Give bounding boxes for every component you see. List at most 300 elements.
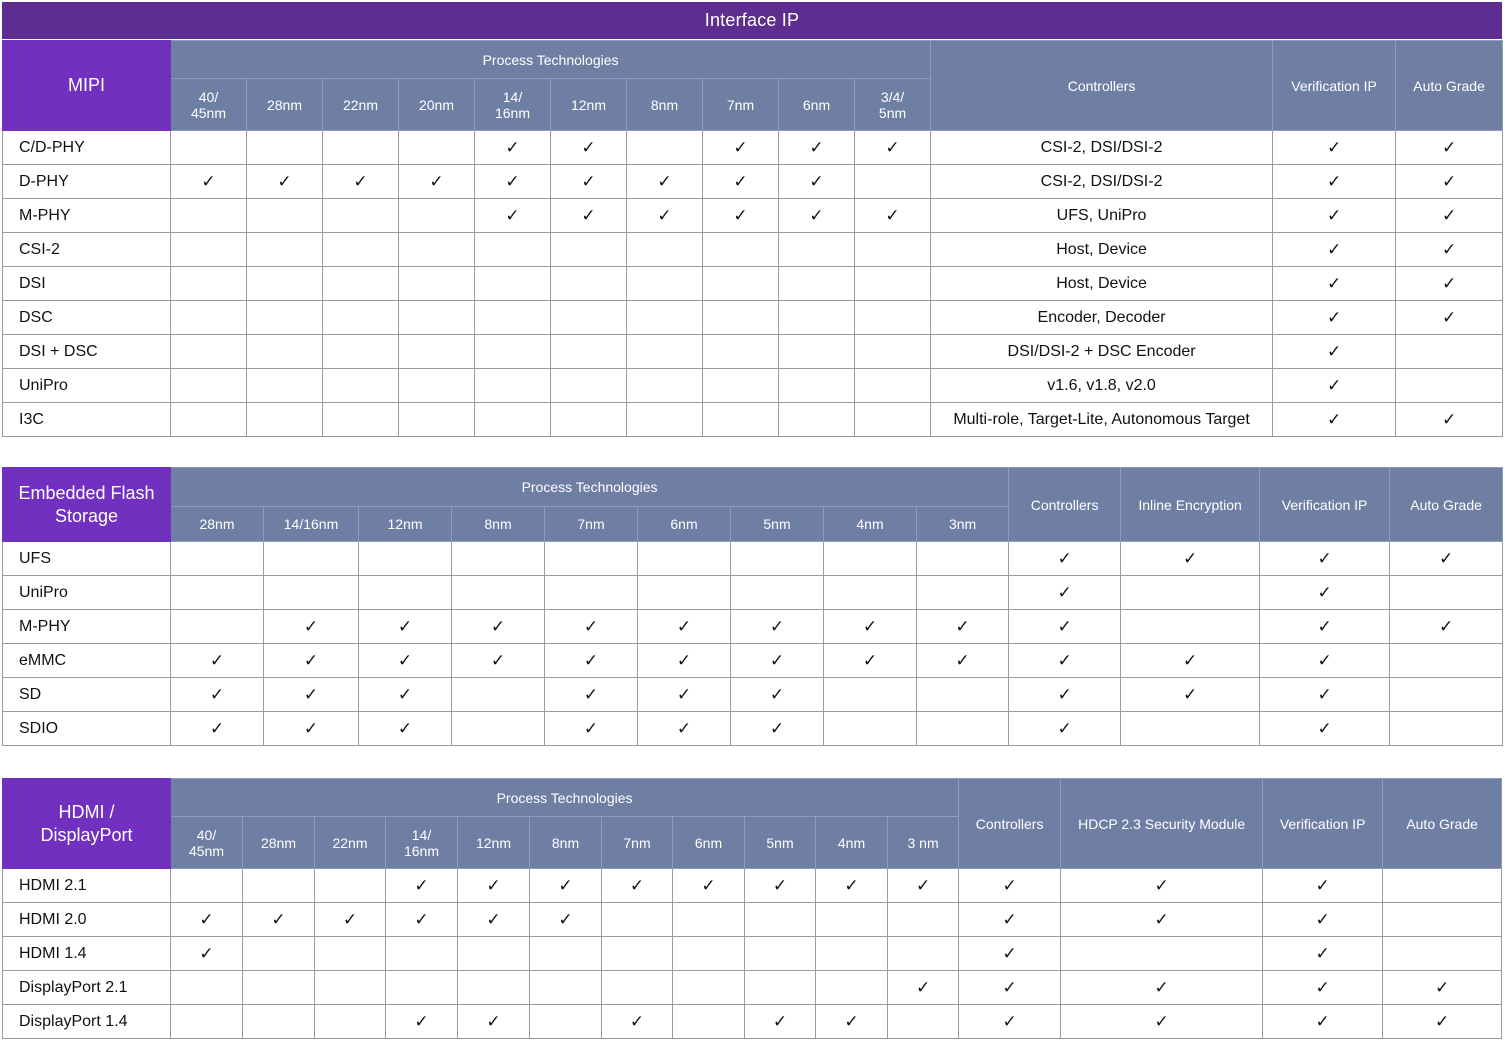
check-icon: ✓ <box>530 903 602 937</box>
mipi-header-auto-grade: Auto Grade <box>1396 41 1503 131</box>
mipi-controllers-cell: UFS, UniPro <box>931 199 1273 233</box>
empty-cell <box>323 267 399 301</box>
empty-cell <box>1396 369 1503 403</box>
empty-cell <box>171 971 243 1005</box>
check-icon: ✓ <box>359 610 452 644</box>
mipi-node-header: 6nm <box>779 79 855 131</box>
flash-row-label: SDIO <box>3 712 171 746</box>
check-icon: ✓ <box>530 869 602 903</box>
check-icon: ✓ <box>959 937 1061 971</box>
mipi-node-header: 20nm <box>399 79 475 131</box>
mipi-header-controllers: Controllers <box>931 41 1273 131</box>
mipi-row-label: CSI-2 <box>3 233 171 267</box>
empty-cell <box>545 542 638 576</box>
empty-cell <box>627 335 703 369</box>
page-title-banner <box>2 2 1502 39</box>
empty-cell <box>247 403 323 437</box>
flash-node-header: 7nm <box>545 507 638 542</box>
empty-cell <box>917 542 1009 576</box>
flash-header-row <box>3 468 1503 507</box>
check-icon: ✓ <box>1396 131 1503 165</box>
empty-cell <box>264 576 359 610</box>
mipi-node-header: 7nm <box>703 79 779 131</box>
flash-node-header: 5nm <box>731 507 824 542</box>
flash-node-header: 12nm <box>359 507 452 542</box>
flash-row-label: UniPro <box>3 576 171 610</box>
check-icon: ✓ <box>1273 301 1396 335</box>
flash-table-row <box>3 576 1503 610</box>
mipi-row-label: UniPro <box>3 369 171 403</box>
check-icon: ✓ <box>1121 678 1260 712</box>
empty-cell <box>1383 869 1502 903</box>
check-icon: ✓ <box>638 678 731 712</box>
empty-cell <box>779 301 855 335</box>
empty-cell <box>888 1005 959 1039</box>
check-icon: ✓ <box>545 644 638 678</box>
check-icon: ✓ <box>1260 542 1390 576</box>
empty-cell <box>703 267 779 301</box>
check-icon: ✓ <box>386 903 458 937</box>
flash-row-label: UFS <box>3 542 171 576</box>
check-icon: ✓ <box>959 971 1061 1005</box>
empty-cell <box>1383 903 1502 937</box>
empty-cell <box>171 131 247 165</box>
empty-cell <box>171 233 247 267</box>
check-icon: ✓ <box>171 644 264 678</box>
check-icon: ✓ <box>399 165 475 199</box>
empty-cell <box>816 971 888 1005</box>
empty-cell <box>452 712 545 746</box>
empty-cell <box>475 233 551 267</box>
flash-table-row <box>3 644 1503 678</box>
mipi-table-row <box>3 369 1503 403</box>
mipi-node-header: 28nm <box>247 79 323 131</box>
empty-cell <box>323 301 399 335</box>
empty-cell <box>1396 335 1503 369</box>
empty-cell <box>171 199 247 233</box>
flash-table-row <box>3 610 1503 644</box>
mipi-group-label: MIPI <box>3 41 171 131</box>
empty-cell <box>824 576 917 610</box>
empty-cell <box>703 369 779 403</box>
check-icon: ✓ <box>264 712 359 746</box>
empty-cell <box>243 937 315 971</box>
empty-cell <box>530 1005 602 1039</box>
empty-cell <box>816 903 888 937</box>
check-icon: ✓ <box>1009 576 1121 610</box>
mipi-row-label: DSC <box>3 301 171 335</box>
mipi-row-label: DSI <box>3 267 171 301</box>
hdmi-table-row <box>3 869 1502 903</box>
empty-cell <box>602 971 673 1005</box>
check-icon: ✓ <box>551 165 627 199</box>
empty-cell <box>551 335 627 369</box>
check-icon: ✓ <box>475 131 551 165</box>
check-icon: ✓ <box>1009 712 1121 746</box>
mipi-node-header: 22nm <box>323 79 399 131</box>
check-icon: ✓ <box>323 165 399 199</box>
empty-cell <box>779 267 855 301</box>
empty-cell <box>627 369 703 403</box>
hdmi-row-label: HDMI 2.0 <box>3 903 171 937</box>
mipi-node-header: 14/ 16nm <box>475 79 551 131</box>
empty-cell <box>703 403 779 437</box>
empty-cell <box>399 199 475 233</box>
flash-header-controllers: Controllers <box>1009 468 1121 542</box>
empty-cell <box>247 335 323 369</box>
mipi-header-row <box>3 41 1503 79</box>
check-icon: ✓ <box>264 678 359 712</box>
hdmi-header-hdcp-2-3-security-module: HDCP 2.3 Security Module <box>1061 779 1263 869</box>
check-icon: ✓ <box>745 869 816 903</box>
hdmi-header-auto-grade: Auto Grade <box>1383 779 1502 869</box>
check-icon: ✓ <box>638 644 731 678</box>
check-icon: ✓ <box>1273 233 1396 267</box>
check-icon: ✓ <box>1263 971 1383 1005</box>
empty-cell <box>888 937 959 971</box>
flash-table-row <box>3 542 1503 576</box>
empty-cell <box>602 937 673 971</box>
check-icon: ✓ <box>171 165 247 199</box>
empty-cell <box>323 233 399 267</box>
hdmi-table-row <box>3 937 1502 971</box>
check-icon: ✓ <box>1396 403 1503 437</box>
empty-cell <box>824 712 917 746</box>
hdmi-header-controllers: Controllers <box>959 779 1061 869</box>
empty-cell <box>386 971 458 1005</box>
check-icon: ✓ <box>703 199 779 233</box>
empty-cell <box>530 937 602 971</box>
empty-cell <box>399 267 475 301</box>
empty-cell <box>779 233 855 267</box>
flash-table-row <box>3 678 1503 712</box>
empty-cell <box>323 403 399 437</box>
check-icon: ✓ <box>1263 869 1383 903</box>
empty-cell <box>1390 678 1503 712</box>
check-icon: ✓ <box>888 869 959 903</box>
empty-cell <box>745 937 816 971</box>
check-icon: ✓ <box>475 199 551 233</box>
check-icon: ✓ <box>1396 165 1503 199</box>
empty-cell <box>779 369 855 403</box>
hdmi-node-header: 28nm <box>243 817 315 869</box>
check-icon: ✓ <box>264 610 359 644</box>
hdmi-table-row <box>3 903 1502 937</box>
empty-cell <box>171 610 264 644</box>
empty-cell <box>399 335 475 369</box>
check-icon: ✓ <box>824 610 917 644</box>
mipi-node-header: 8nm <box>627 79 703 131</box>
flash-node-header: 8nm <box>452 507 545 542</box>
empty-cell <box>779 403 855 437</box>
check-icon: ✓ <box>386 869 458 903</box>
empty-cell <box>1121 712 1260 746</box>
check-icon: ✓ <box>731 678 824 712</box>
check-icon: ✓ <box>1273 369 1396 403</box>
empty-cell <box>855 233 931 267</box>
mipi-table-row <box>3 165 1503 199</box>
empty-cell <box>243 1005 315 1039</box>
hdmi-table-row <box>3 971 1502 1005</box>
check-icon: ✓ <box>545 678 638 712</box>
mipi-controllers-cell: CSI-2, DSI/DSI-2 <box>931 165 1273 199</box>
flash-header-inline-encryption: Inline Encryption <box>1121 468 1260 542</box>
empty-cell <box>1390 712 1503 746</box>
empty-cell <box>703 233 779 267</box>
hdmi-group-label: HDMI / DisplayPort <box>3 779 171 869</box>
empty-cell <box>530 971 602 1005</box>
empty-cell <box>171 576 264 610</box>
check-icon: ✓ <box>959 903 1061 937</box>
check-icon: ✓ <box>1396 301 1503 335</box>
mipi-row-label: D-PHY <box>3 165 171 199</box>
empty-cell <box>475 369 551 403</box>
empty-cell <box>673 937 745 971</box>
empty-cell <box>1061 937 1263 971</box>
empty-cell <box>551 403 627 437</box>
flash-header-auto-grade: Auto Grade <box>1390 468 1503 542</box>
check-icon: ✓ <box>602 869 673 903</box>
check-icon: ✓ <box>1273 165 1396 199</box>
empty-cell <box>171 369 247 403</box>
check-icon: ✓ <box>627 199 703 233</box>
mipi-controllers-cell: Host, Device <box>931 233 1273 267</box>
mipi-controllers-cell: v1.6, v1.8, v2.0 <box>931 369 1273 403</box>
check-icon: ✓ <box>638 610 731 644</box>
check-icon: ✓ <box>779 199 855 233</box>
check-icon: ✓ <box>1260 678 1390 712</box>
empty-cell <box>855 267 931 301</box>
empty-cell <box>399 403 475 437</box>
empty-cell <box>475 301 551 335</box>
check-icon: ✓ <box>171 937 243 971</box>
hdmi-node-header: 3 nm <box>888 817 959 869</box>
check-icon: ✓ <box>703 131 779 165</box>
empty-cell <box>171 1005 243 1039</box>
check-icon: ✓ <box>731 644 824 678</box>
empty-cell <box>171 335 247 369</box>
empty-cell <box>359 542 452 576</box>
check-icon: ✓ <box>1263 937 1383 971</box>
check-icon: ✓ <box>1061 903 1263 937</box>
empty-cell <box>816 937 888 971</box>
check-icon: ✓ <box>1383 1005 1502 1039</box>
check-icon: ✓ <box>1273 335 1396 369</box>
empty-cell <box>638 542 731 576</box>
check-icon: ✓ <box>386 1005 458 1039</box>
check-icon: ✓ <box>855 199 931 233</box>
empty-cell <box>399 369 475 403</box>
hdmi-process-technologies-header: Process Technologies <box>171 779 959 817</box>
empty-cell <box>1121 576 1260 610</box>
empty-cell <box>1383 937 1502 971</box>
check-icon: ✓ <box>917 610 1009 644</box>
check-icon: ✓ <box>171 903 243 937</box>
check-icon: ✓ <box>1009 542 1121 576</box>
flash-row-label: M-PHY <box>3 610 171 644</box>
mipi-controllers-cell: Encoder, Decoder <box>931 301 1273 335</box>
mipi-row-label: DSI + DSC <box>3 335 171 369</box>
empty-cell <box>359 576 452 610</box>
hdmi-node-header: 12nm <box>458 817 530 869</box>
empty-cell <box>855 335 931 369</box>
check-icon: ✓ <box>627 165 703 199</box>
empty-cell <box>264 542 359 576</box>
empty-cell <box>452 576 545 610</box>
flash-node-header: 4nm <box>824 507 917 542</box>
flash-table-row <box>3 712 1503 746</box>
hdmi-table-row <box>3 1005 1502 1039</box>
check-icon: ✓ <box>1260 644 1390 678</box>
empty-cell <box>315 869 386 903</box>
empty-cell <box>1121 610 1260 644</box>
check-icon: ✓ <box>171 712 264 746</box>
empty-cell <box>745 971 816 1005</box>
empty-cell <box>627 267 703 301</box>
check-icon: ✓ <box>602 1005 673 1039</box>
check-icon: ✓ <box>1009 610 1121 644</box>
empty-cell <box>673 1005 745 1039</box>
empty-cell <box>399 233 475 267</box>
hdmi-row-label: DisplayPort 1.4 <box>3 1005 171 1039</box>
empty-cell <box>551 301 627 335</box>
flash-node-header: 3nm <box>917 507 1009 542</box>
check-icon: ✓ <box>458 1005 530 1039</box>
empty-cell <box>627 233 703 267</box>
mipi-table-row <box>3 233 1503 267</box>
check-icon: ✓ <box>1273 131 1396 165</box>
empty-cell <box>243 971 315 1005</box>
empty-cell <box>551 369 627 403</box>
page-title: Interface IP <box>704 10 800 30</box>
check-icon: ✓ <box>452 644 545 678</box>
hdmi-header-row <box>3 779 1502 817</box>
empty-cell <box>731 576 824 610</box>
empty-cell <box>779 335 855 369</box>
empty-cell <box>1390 644 1503 678</box>
mipi-table-row <box>3 335 1503 369</box>
check-icon: ✓ <box>816 1005 888 1039</box>
check-icon: ✓ <box>1061 1005 1263 1039</box>
mipi-table-row <box>3 267 1503 301</box>
mipi-controllers-cell: CSI-2, DSI/DSI-2 <box>931 131 1273 165</box>
check-icon: ✓ <box>458 869 530 903</box>
hdmi-node-header: 5nm <box>745 817 816 869</box>
empty-cell <box>458 937 530 971</box>
empty-cell <box>627 403 703 437</box>
flash-process-technologies-header: Process Technologies <box>171 468 1009 507</box>
mipi-controllers-cell: Multi-role, Target-Lite, Autonomous Target <box>931 403 1273 437</box>
check-icon: ✓ <box>638 712 731 746</box>
mipi-table <box>2 40 1503 437</box>
check-icon: ✓ <box>475 165 551 199</box>
empty-cell <box>323 335 399 369</box>
check-icon: ✓ <box>1390 542 1503 576</box>
empty-cell <box>247 131 323 165</box>
check-icon: ✓ <box>171 678 264 712</box>
empty-cell <box>247 301 323 335</box>
empty-cell <box>323 369 399 403</box>
empty-cell <box>475 267 551 301</box>
hdmi-header-verification-ip: Verification IP <box>1263 779 1383 869</box>
check-icon: ✓ <box>779 165 855 199</box>
flash-header-verification-ip: Verification IP <box>1260 468 1390 542</box>
check-icon: ✓ <box>359 712 452 746</box>
check-icon: ✓ <box>458 903 530 937</box>
check-icon: ✓ <box>551 199 627 233</box>
check-icon: ✓ <box>1260 610 1390 644</box>
empty-cell <box>171 301 247 335</box>
check-icon: ✓ <box>264 644 359 678</box>
empty-cell <box>551 233 627 267</box>
check-icon: ✓ <box>824 644 917 678</box>
flash-table <box>2 467 1503 746</box>
empty-cell <box>855 165 931 199</box>
empty-cell <box>247 233 323 267</box>
empty-cell <box>171 403 247 437</box>
check-icon: ✓ <box>551 131 627 165</box>
empty-cell <box>888 903 959 937</box>
empty-cell <box>627 301 703 335</box>
check-icon: ✓ <box>315 903 386 937</box>
check-icon: ✓ <box>959 1005 1061 1039</box>
check-icon: ✓ <box>1009 678 1121 712</box>
empty-cell <box>323 131 399 165</box>
mipi-node-header: 40/ 45nm <box>171 79 247 131</box>
empty-cell <box>855 403 931 437</box>
check-icon: ✓ <box>816 869 888 903</box>
mipi-table-row <box>3 301 1503 335</box>
mipi-table-row <box>3 199 1503 233</box>
empty-cell <box>458 971 530 1005</box>
empty-cell <box>824 542 917 576</box>
check-icon: ✓ <box>1396 267 1503 301</box>
mipi-process-technologies-header: Process Technologies <box>171 41 931 79</box>
hdmi-node-header: 4nm <box>816 817 888 869</box>
check-icon: ✓ <box>1396 199 1503 233</box>
check-icon: ✓ <box>855 131 931 165</box>
check-icon: ✓ <box>359 678 452 712</box>
mipi-node-header: 12nm <box>551 79 627 131</box>
hdmi-node-header: 7nm <box>602 817 673 869</box>
mipi-row-label: I3C <box>3 403 171 437</box>
mipi-header-verification-ip: Verification IP <box>1273 41 1396 131</box>
mipi-row-label: M-PHY <box>3 199 171 233</box>
check-icon: ✓ <box>1263 903 1383 937</box>
empty-cell <box>399 301 475 335</box>
empty-cell <box>247 369 323 403</box>
empty-cell <box>745 903 816 937</box>
check-icon: ✓ <box>917 644 1009 678</box>
empty-cell <box>551 267 627 301</box>
empty-cell <box>855 301 931 335</box>
check-icon: ✓ <box>243 903 315 937</box>
check-icon: ✓ <box>1061 869 1263 903</box>
check-icon: ✓ <box>1396 233 1503 267</box>
check-icon: ✓ <box>1260 576 1390 610</box>
flash-node-header: 28nm <box>171 507 264 542</box>
empty-cell <box>452 542 545 576</box>
mipi-node-header: 3/4/ 5nm <box>855 79 931 131</box>
hdmi-node-header: 40/ 45nm <box>171 817 243 869</box>
empty-cell <box>247 267 323 301</box>
check-icon: ✓ <box>1009 644 1121 678</box>
empty-cell <box>917 712 1009 746</box>
hdmi-node-header: 14/ 16nm <box>386 817 458 869</box>
flash-node-header: 14/16nm <box>264 507 359 542</box>
empty-cell <box>171 869 243 903</box>
check-icon: ✓ <box>1263 1005 1383 1039</box>
